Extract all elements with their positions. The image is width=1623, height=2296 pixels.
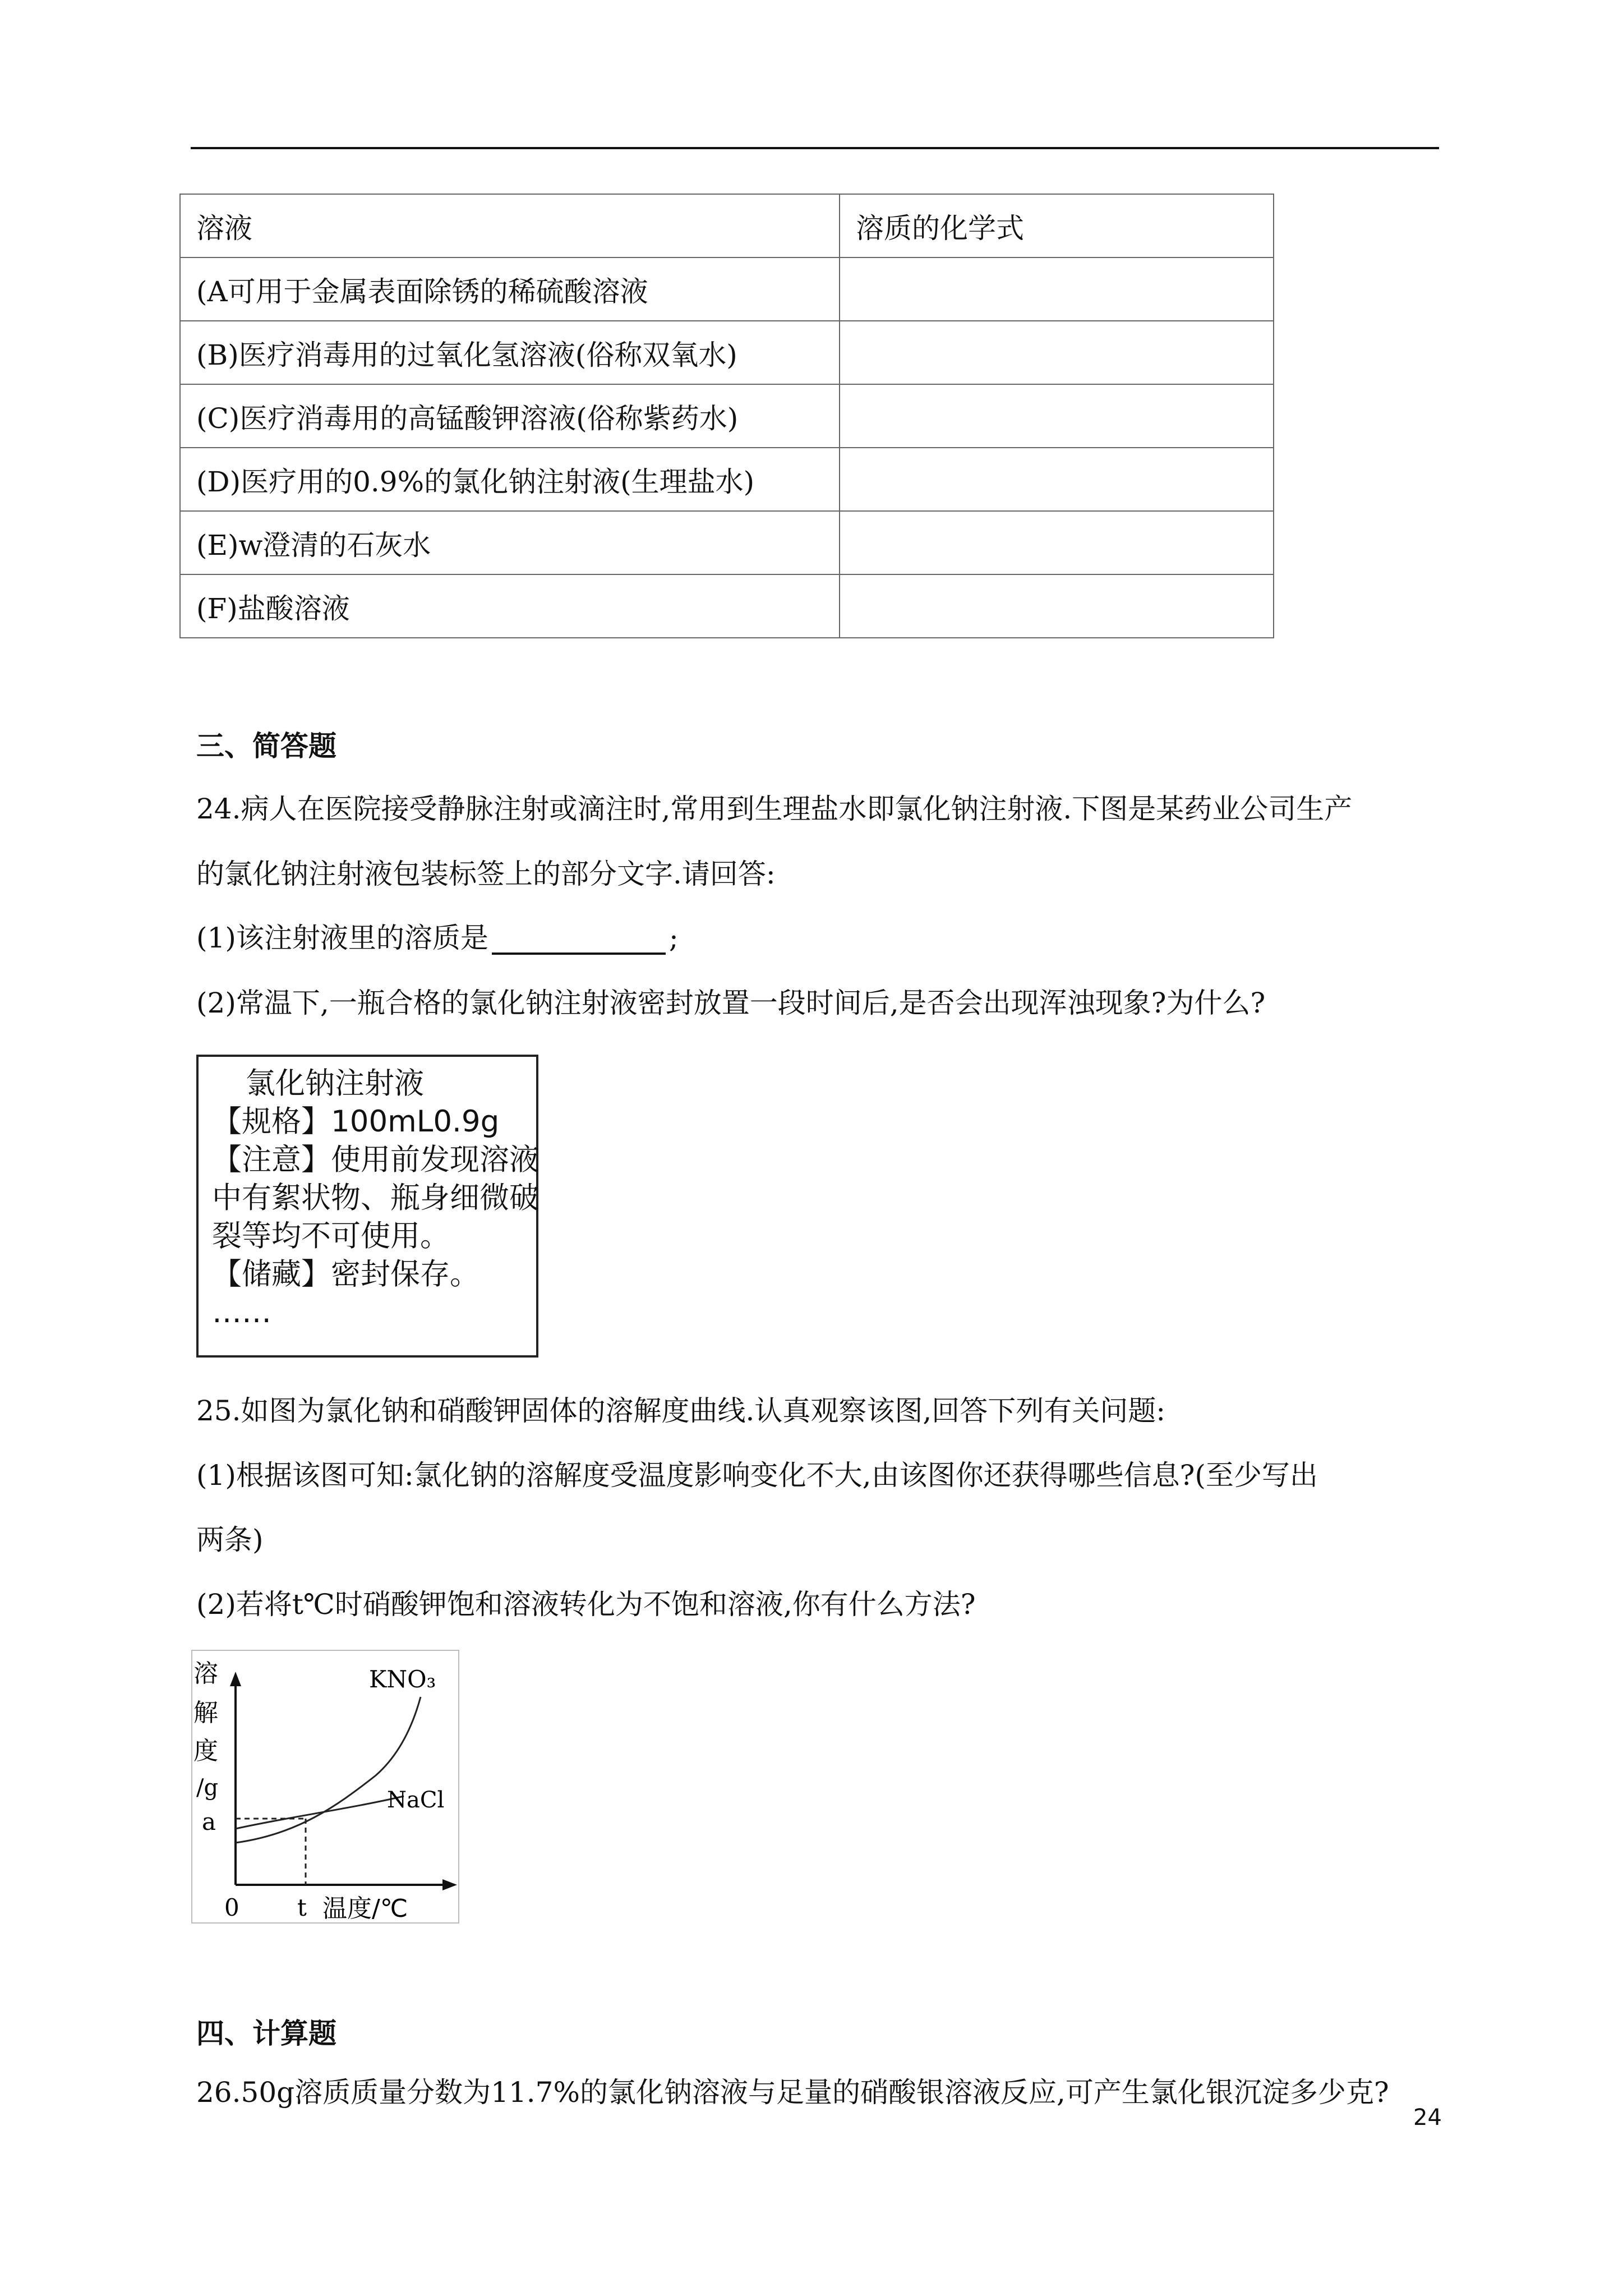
nacl-label: NaCl [387,1787,445,1813]
x-tick-label: t [297,1894,307,1921]
kno3-label: KNO₃ [369,1665,436,1693]
answer-blank [492,923,666,955]
header-rule [191,147,1439,149]
question-text: ; [668,922,679,954]
table-answer-cell [840,574,1274,638]
page-number: 24 [1413,2105,1442,2131]
table-cell: (B)医疗消毒用的过氧化氢溶液(俗称双氧水) [180,321,840,384]
table-row [180,321,1274,384]
table-answer-cell [840,448,1274,511]
injection-label [196,1055,538,1358]
label-line: 中有絮状物、瓶身细微破 [212,1181,539,1215]
table-cell: (F)盐酸溶液 [180,574,840,638]
table-cell: (C)医疗消毒用的高锰酸钾溶液(俗称紫药水) [180,384,840,448]
question-24-line: 的氯化钠注射液包装标签上的部分文字.请回答: [196,858,776,890]
label-line: 【注意】使用前发现溶液 [212,1143,539,1177]
y-label-char: 解 [193,1699,218,1727]
section-title: 四、计算题 [196,2017,336,2050]
y-label-unit: /g [196,1775,219,1801]
table-cell: (D)医疗用的0.9%的氯化钠注射液(生理盐水) [180,448,840,511]
y-axis-arrow [230,1672,241,1686]
y-label-char: 度 [193,1737,218,1765]
question-25-line: 25.如图为氯化钠和硝酸钾固体的溶解度曲线.认真观察该图,回答下列有关问题: [196,1395,1166,1427]
table-answer-cell [840,321,1274,384]
question-24-sub1 [196,921,1447,955]
table-cell: (E)w澄清的石灰水 [180,511,840,574]
x-axis-label: 温度/℃ [322,1894,408,1923]
kno3-curve [236,1697,421,1843]
question-25-sub1: (1)根据该图可知:氯化钠的溶解度受温度影响变化不大,由该图你还获得哪些信息?(至少写出 [196,1459,1318,1492]
table-answer-cell [840,257,1274,321]
question-25-sub1: 两条) [196,1524,264,1556]
table-answer-cell [840,384,1274,448]
table-row [180,257,1274,321]
label-line: 【储藏】密封保存。 [212,1257,479,1291]
question-25-sub2: (2)若将t℃时硝酸钾饱和溶液转化为不饱和溶液,你有什么方法? [196,1588,976,1621]
y-label-char: 溶 [193,1659,218,1688]
solutions-table [179,194,1274,638]
x-origin-label: 0 [224,1894,239,1921]
table-header-cell: 溶液 [180,194,840,257]
table-cell: (A可用于金属表面除锈的稀硫酸溶液 [180,257,840,321]
label-line: …… [212,1295,271,1329]
label-line: 【规格】100mL0.9g [212,1105,500,1139]
question-24-sub2: (2)常温下,一瓶合格的氯化钠注射液密封放置一段时间后,是否会出现浑浊现象?为什么? [196,987,1266,1019]
nacl-curve [236,1796,404,1829]
section-title: 三、简答题 [196,730,336,762]
table-row [180,511,1274,574]
question-24-line: 24.病人在医院接受静脉注射或滴注时,常用到生理盐水即氯化钠注射液.下图是某药业公司生产 [196,793,1353,825]
y-tick-label: a [202,1808,216,1835]
x-axis-arrow [442,1879,457,1890]
solubility-curve-figure [191,1649,460,1924]
table-header-cell: 溶质的化学式 [840,194,1274,257]
table-answer-cell [840,511,1274,574]
question-text: (1)该注射液里的溶质是 [196,922,488,954]
label-title: 氯化钠注射液 [246,1066,424,1101]
table-header-row [180,194,1274,257]
table-row [180,384,1274,448]
label-line: 裂等均不可使用。 [212,1219,450,1253]
question-26: 26.50g溶质质量分数为11.7%的氯化钠溶液与足量的硝酸银溶液反应,可产生氯化银沉淀多少克? [196,2076,1389,2109]
table-row [180,448,1274,511]
table-row [180,574,1274,638]
